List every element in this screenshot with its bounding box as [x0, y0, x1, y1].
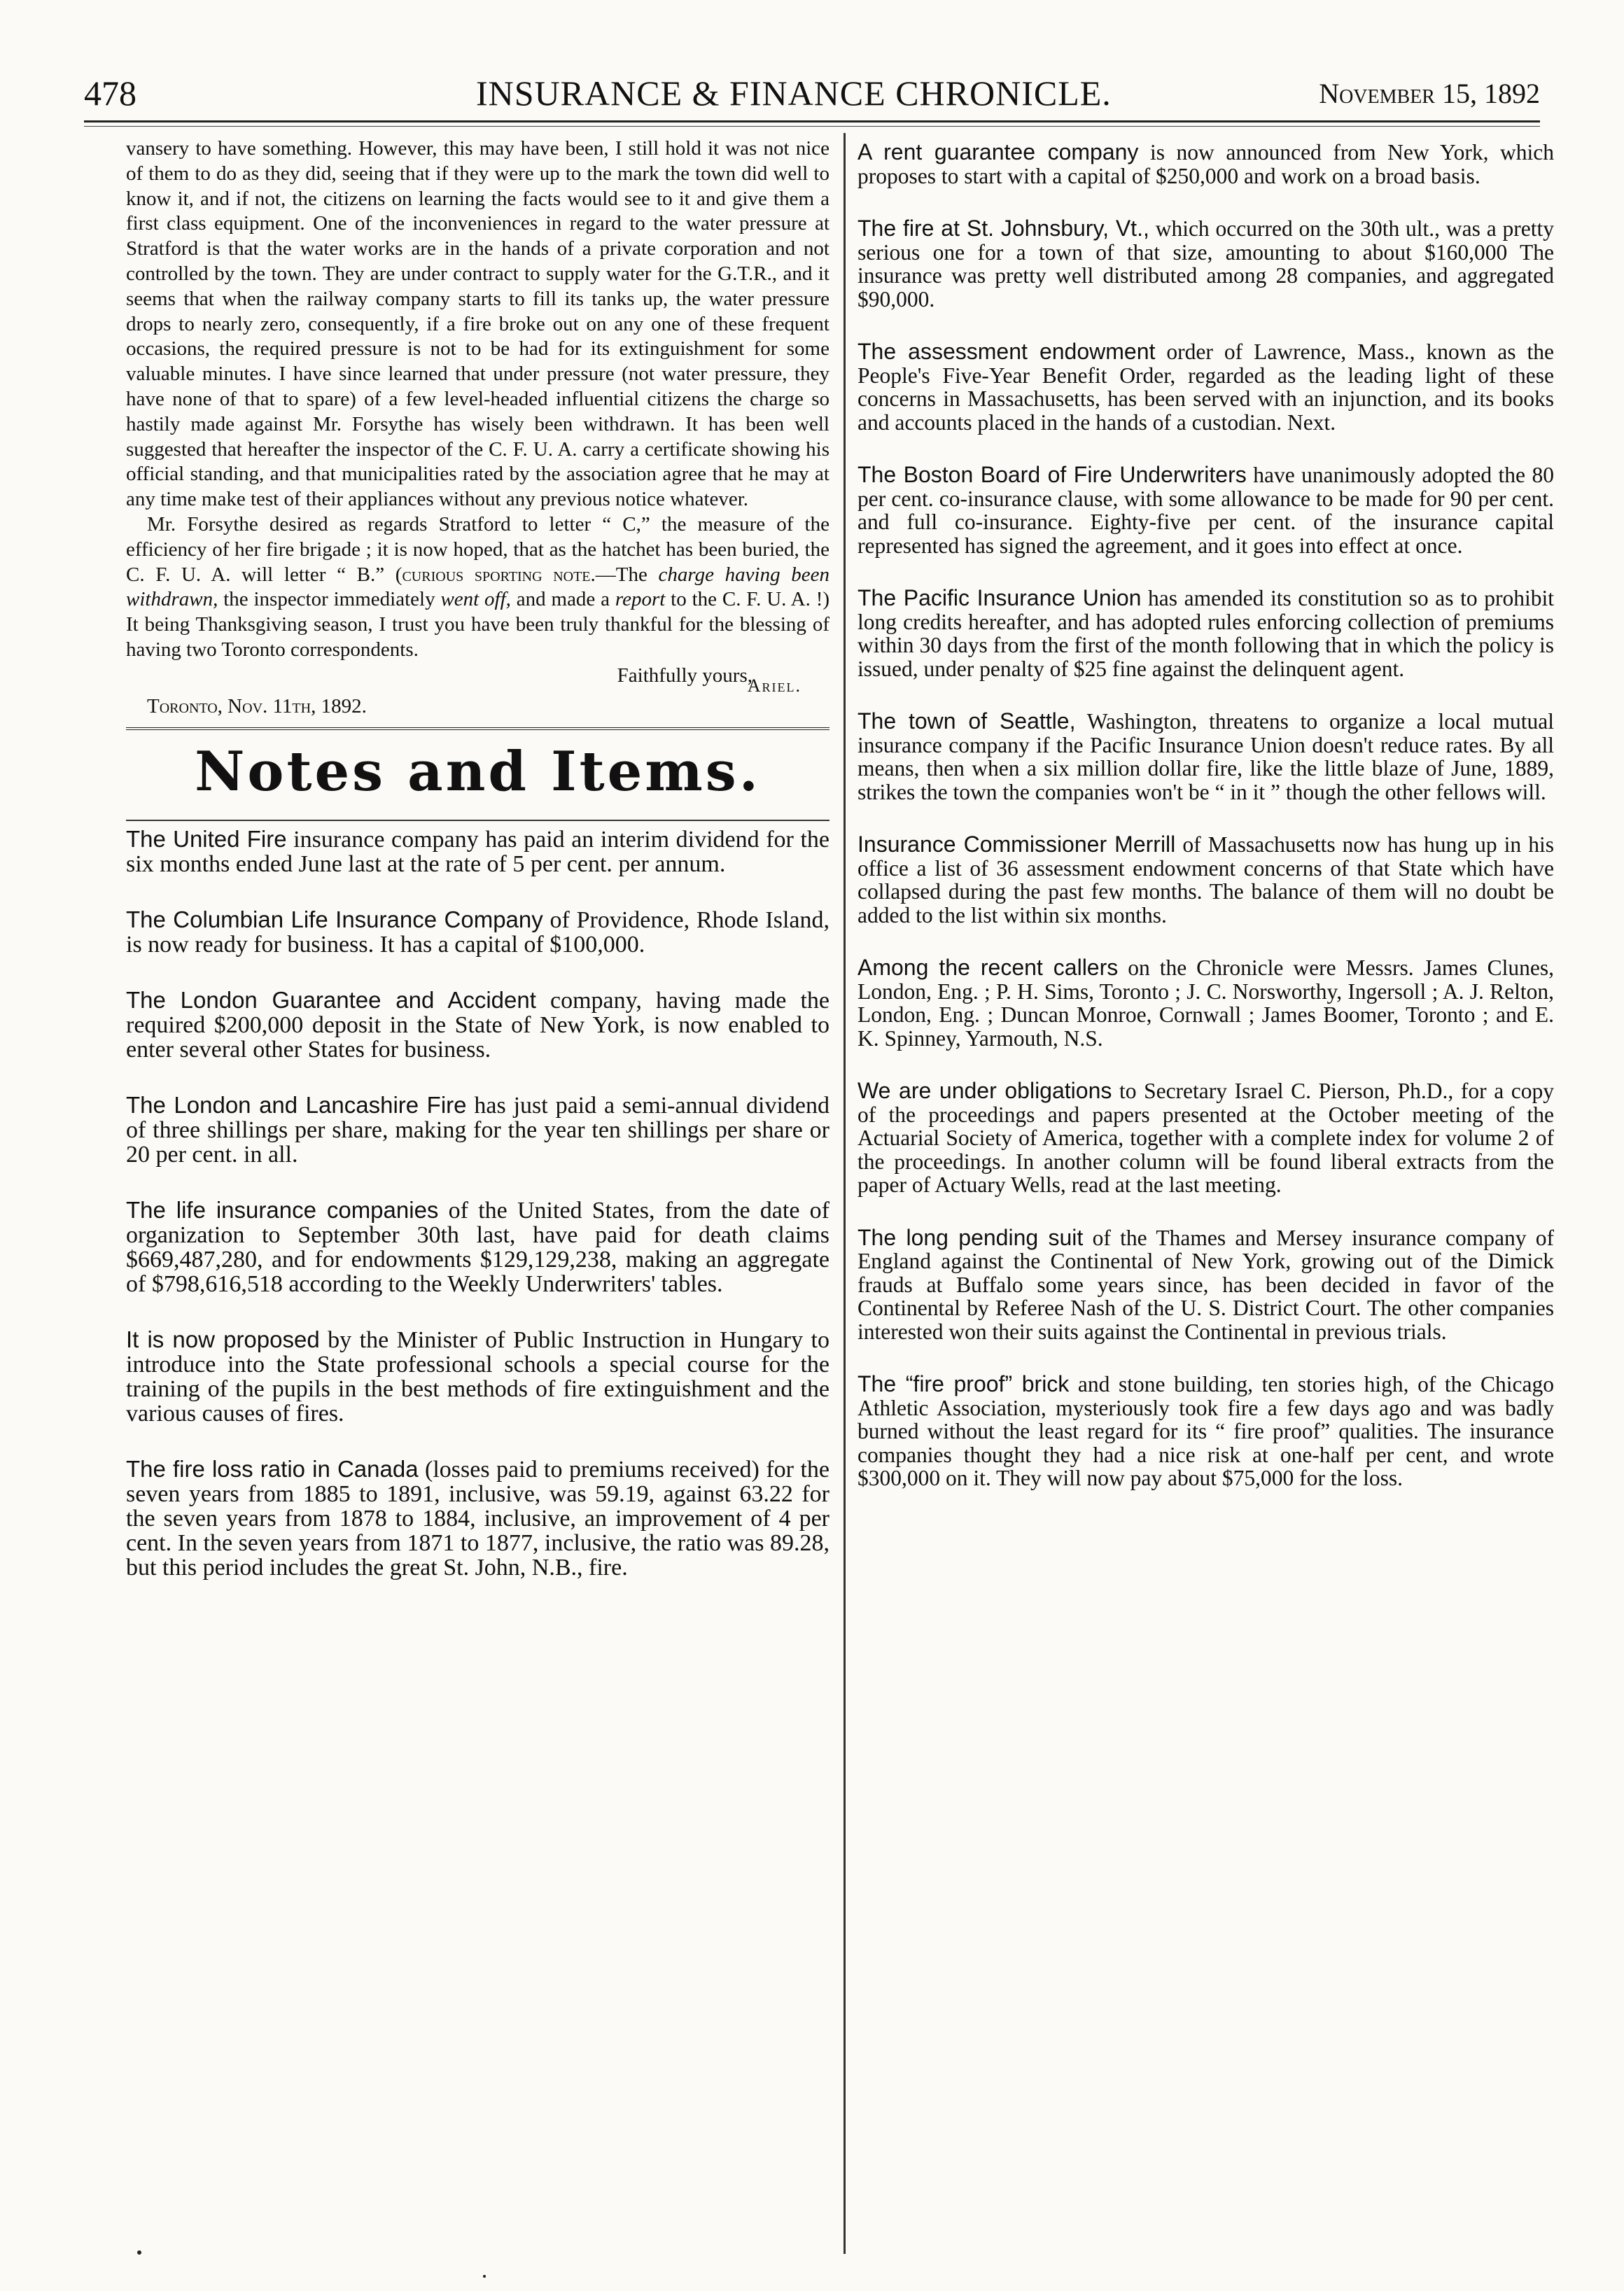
- news-item: The Boston Board of Fire Underwriters have unanimously adopted the 80 per cent. co-insurance clause, with some allowance to be made for 90 per cent. and full co-insurance. Eighty-five per cent. of the insurance capital represented has signed the agreement, and it goes into effect at once.: [858, 462, 1554, 558]
- news-item: The “fire proof” brick and stone building, ten stories high, of the Chicago Athletic Association, mysteriously took fire a few days ago and was badly burned without the least regard for its “ fire proof” qualities. The insurance companies thought they had a nice risk at one-half per cent, and wrote $300,000 on it. They will now pay about $75,000 for the loss.: [858, 1371, 1554, 1490]
- news-item: A rent guarantee company is now announced from New York, which proposes to start with a capital of $250,000 and work on a broad basis.: [858, 139, 1554, 188]
- news-item: Among the recent callers on the Chronicle were Messrs. James Clunes, London, Eng. ; P. H. Sims, Toronto ; J. C. Norsworthy, Ingersoll ; A. J. Relton, London, Eng. ; Duncan Monroe, Cornwall ; James Boomer, Toronto ; and E. K. Spinney, Yarmouth, N.S.: [858, 955, 1554, 1051]
- left-items: [126, 827, 830, 1580]
- publication-title: INSURANCE & FINANCE CHRONICLE.: [476, 73, 1112, 113]
- print-speck: [483, 2275, 486, 2278]
- letter-closing: Faithfully yours,: [617, 664, 752, 687]
- letter-signature: Ariel.: [747, 675, 802, 696]
- news-item: The assessment endowment order of Lawrence, Mass., known as the People's Five-Year Benefit Order, regarded as the leading light of these concerns in Massachusetts, has been served with an injunction, and its books and accounts placed in the hands of a custodian. Next.: [858, 339, 1554, 435]
- news-item: The Columbian Life Insurance Company of Providence, Rhode Island, is now ready for business. It has a capital of $100,000.: [126, 906, 830, 958]
- letter-paragraph: Mr. Forsythe desired as regards Stratford to letter “ C,” the measure of the efficiency of her fire brigade ; it is now hoped, that as the hatchet has been buried, the C. F. U. A. will letter “ B.” (curious sporting note.—The charge having been withdrawn, the inspector immediately went off, and made a report to the C. F. U. A. !) It being Thanksgiving season, I trust you have been truly thankful for the blessing of having two Toronto correspondents.: [126, 512, 830, 661]
- issue-date: November 15, 1892: [1319, 78, 1540, 109]
- section-title: Notes and Items.: [195, 739, 761, 804]
- news-item: The London Guarantee and Accident company, having made the required $200,000 deposit in the State of New York, is now enabled to enter several other States for business.: [126, 986, 830, 1063]
- correspondent-letter: [126, 136, 830, 719]
- print-speck: [137, 2250, 141, 2255]
- news-item: It is now proposed by the Minister of Public Instruction in Hungary to introduce into the State professional schools a special course for the training of the pupils in the best methods of fire extinguishment and the various causes of fires.: [126, 1326, 830, 1427]
- news-item: The town of Seattle, Washington, threatens to organize a local mutual insurance company if the Pacific Insurance Union doesn't reduce rates. By all means, then when a six million dollar fire, like the little blaze of June, 1889, strikes the town the companies won't be “ in it ” though the other fellows will.: [858, 708, 1554, 804]
- letter-place-date: Toronto, Nov. 11th, 1892.: [147, 694, 367, 717]
- page-number: 478: [84, 73, 136, 113]
- header-rule: [84, 120, 1540, 122]
- news-item: Insurance Commissioner Merrill of Massachusetts now has hung up in his office a list of 36 assessment endowment concerns of that State which have collapsed during the past few months. The balance of them will no doubt be added to the list within six months.: [858, 832, 1554, 927]
- page-header: [84, 70, 1540, 119]
- left-column: [126, 136, 830, 2250]
- section-rule: [126, 727, 830, 730]
- section-rule-thin: [126, 820, 830, 821]
- news-item: The fire loss ratio in Canada (losses paid to premiums received) for the seven years from 1885 to 1891, inclusive, was 59.19, against 63.22 for the seven years from 1878 to 1884, inclusive, an improvement of 4 per cent. In the seven years from 1871 to 1877, inclusive, the ratio was 89.28, but this period includes the great St. John, N.B., fire.: [126, 1455, 830, 1581]
- sporting-note-label: curious sporting note.: [402, 563, 596, 586]
- news-item: The fire at St. Johnsbury, Vt., which occurred on the 30th ult., was a pretty serious one for a town of that size, amounting to about $160,000 The insurance was pretty well distributed among 28 companies, and aggregated $90,000.: [858, 216, 1554, 311]
- news-item: The London and Lancashire Fire has just paid a semi-annual dividend of three shillings per share, making for the year ten shillings per share or 20 per cent. in all.: [126, 1091, 830, 1168]
- news-item: The Pacific Insurance Union has amended its constitution so as to prohibit long credits hereafter, and has adopted rules enforcing collection of premiums within 30 days from the first of the month following that in which the policy is issued, under penalty of $25 fine against the delinquent agent.: [858, 585, 1554, 681]
- header-rule-thin: [84, 126, 1540, 127]
- news-item: The long pending suit of the Thames and Mersey insurance company of England against the Continental of New York, growing out of the Dimick frauds at Buffalo some years since, has been decided in favor of the Continental by Referee Nash of the U. S. District Court. The other companies interested won their suits against the Continental in previous trials.: [858, 1224, 1554, 1344]
- news-item: We are under obligations to Secretary Israel C. Pierson, Ph.D., for a copy of the proceedings and papers presented at the October meeting of the Actuarial Society of America, together with a complete index for volume 2 of the proceedings. In another column will be found liberal extracts from the paper of Actuary Wells, read at the last meeting.: [858, 1078, 1554, 1197]
- right-column: [858, 136, 1554, 2250]
- letter-paragraph: vansery to have something. However, this may have been, I still hold it was not nice of them to do as they did, seeing that if they were up to the mark the town did well to know it, and if not, the citizens on learning the facts would see to it and give them a first class equipment. One of the inconveniences in regard to the water pressure at Stratford is that the water works are in the hands of a private corporation and not controlled by the town. They are under contract to supply water for the G.T.R., and it seems that when the railway company starts to fill its tanks up, the water pressure drops to nearly zero, consequently, if a fire broke out on any one of these frequent occasions, the required pressure is not to be had for its extinguishment for some valuable minutes. I have since learned that under pressure (not water pressure, they have none of that to spare) of a few level-headed influential citizens the charge so hastily made against Mr. Forsythe has wisely been withdrawn. It has been well suggested that hereafter the inspector of the C. F. U. A. carry a certificate showing his official standing, and that municipalities rated by the association agree that he may at any time make test of their appliances without any previous notice whatever.: [126, 137, 830, 511]
- news-item: The life insurance companies of the United States, from the date of organization to September 30th last, have paid for death claims $669,487,280, and for endowments $129,129,238, making an aggregate of $798,616,518 according to the Weekly Underwriters' tables.: [126, 1196, 830, 1297]
- column-divider: [844, 133, 846, 2254]
- news-item: The United Fire insurance company has paid an interim dividend for the six months ended June last at the rate of 5 per cent. per annum.: [126, 825, 830, 877]
